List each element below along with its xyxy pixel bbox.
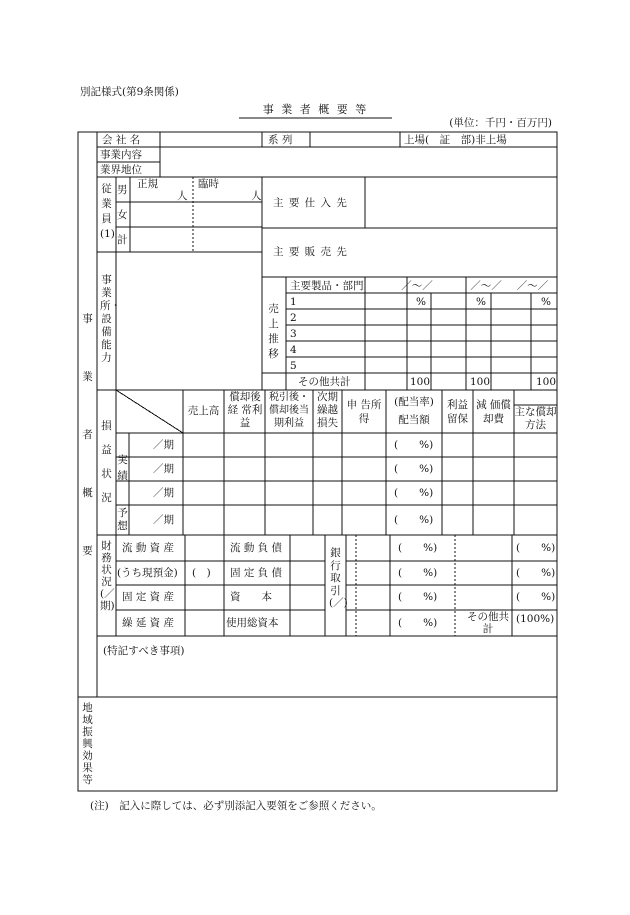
pl-pct-3: ( %) bbox=[394, 487, 434, 499]
col-dividend-rate: (配当率) bbox=[394, 396, 434, 408]
pl-pct-2: ( %) bbox=[394, 463, 434, 475]
fixed-assets-label: 固 定 資 産 bbox=[122, 591, 175, 603]
col-carryover-loss: 次期繰越損失 bbox=[317, 391, 338, 429]
hundred-3: 100 bbox=[535, 376, 556, 388]
current-assets-label: 流 動 資 産 bbox=[122, 542, 175, 554]
capital-label: 資 本 bbox=[230, 591, 272, 603]
sales-row-3: 3 bbox=[290, 328, 297, 340]
sales-row-1: 1 bbox=[290, 296, 297, 308]
col-retained-earnings: 利益留保 bbox=[447, 399, 468, 425]
hundred-2: 100 bbox=[469, 376, 490, 388]
bank-pct-3: ( %) bbox=[398, 591, 438, 603]
person-unit-regular: 人 bbox=[177, 190, 188, 202]
period-3: ／〜／ bbox=[516, 280, 549, 292]
side-label-chiiki: 地域振興効果等 bbox=[82, 702, 93, 786]
bank-pct-1: ( %) bbox=[398, 542, 438, 554]
employees-temporary: 臨時 bbox=[198, 178, 219, 190]
pct-2: % bbox=[476, 296, 486, 308]
bank-pct-right-1: ( %) bbox=[516, 542, 556, 554]
bank-pct-2: ( %) bbox=[398, 567, 438, 579]
col-depreciation: 減 価償却費 bbox=[476, 399, 511, 425]
col-ordinary-profit: 償却後経 常利 益 bbox=[227, 391, 263, 429]
period-2: ／〜／ bbox=[470, 280, 502, 292]
pct-1: % bbox=[416, 296, 426, 308]
person-unit-temporary: 人 bbox=[251, 190, 262, 202]
deferred-assets-label: 繰 延 資 産 bbox=[122, 617, 175, 629]
pl-period-3: ／期 bbox=[153, 487, 174, 499]
employees-female: 女 bbox=[117, 209, 128, 221]
special-notes-label: (特記すべき事項) bbox=[103, 645, 185, 657]
facilities-label: 事業所・設備能力 bbox=[100, 274, 121, 364]
finance-label: 財務状況(／期) bbox=[100, 540, 115, 612]
pl-period-4: ／期 bbox=[153, 514, 174, 526]
bank-pct-4: ( %) bbox=[398, 617, 438, 629]
cash-paren: ( ) bbox=[192, 567, 211, 579]
bank-hundred-pct: (100%) bbox=[516, 613, 555, 625]
other-total-label: その他共計 bbox=[298, 376, 351, 388]
col-dividend-amount: 配当額 bbox=[398, 414, 430, 426]
total-capital-label: 使用総資本 bbox=[226, 617, 279, 629]
sales-trend-label: 売上推移 bbox=[268, 303, 279, 360]
company-name-label: 会 社 名 bbox=[102, 134, 141, 146]
main-supply-label: 主 要 仕 入 先 bbox=[273, 197, 348, 209]
pl-period-2: ／期 bbox=[153, 463, 174, 475]
side-label-jigyosha: 事業者概要 bbox=[82, 313, 93, 557]
bank-other-total: その他共 計 bbox=[467, 611, 509, 635]
col-sales: 売上高 bbox=[187, 405, 220, 417]
sales-row-2: 2 bbox=[290, 312, 297, 324]
col-net-profit: 税引後・償却後当期利益 bbox=[269, 392, 309, 429]
current-liabilities-label: 流 動 負 債 bbox=[230, 542, 283, 554]
employees-male: 男 bbox=[117, 184, 128, 196]
listing-label: 上場( 証 部)非上場 bbox=[404, 134, 507, 146]
fixed-liabilities-label: 固 定 負 債 bbox=[230, 567, 283, 579]
pl-label: 損益状況 bbox=[101, 420, 112, 504]
employees-total: 計 bbox=[117, 234, 128, 246]
pl-period-1: ／期 bbox=[153, 439, 174, 451]
keiretsu-label: 系 列 bbox=[268, 134, 293, 146]
employees-label: 従業員(1) bbox=[100, 183, 115, 240]
industry-label: 業界地位 bbox=[100, 164, 142, 176]
pl-forecast-label: 予想 bbox=[117, 507, 128, 532]
employees-regular: 正規 bbox=[137, 178, 158, 190]
period-1: ／〜／ bbox=[401, 280, 433, 292]
pct-3: % bbox=[541, 296, 551, 308]
pl-pct-1: ( %) bbox=[394, 439, 434, 451]
main-sales-label: 主 要 販 売 先 bbox=[273, 246, 348, 258]
unit-note: (単位：千円・百万円) bbox=[449, 117, 552, 129]
col-declared-income: 申 告所 得 bbox=[346, 399, 382, 425]
footer-note: (注) 記入に際しては、必ず別添記入要領をご参照ください。 bbox=[90, 800, 382, 812]
products-header: 主要製品・部門 bbox=[290, 280, 364, 292]
bank-pct-right-2: ( %) bbox=[516, 567, 556, 579]
sales-row-5: 5 bbox=[290, 360, 297, 372]
page-title: 事 業 者 概 要 等 bbox=[262, 103, 369, 116]
business-label: 事業内容 bbox=[100, 149, 142, 161]
bank-pct-right-3: ( %) bbox=[516, 591, 556, 603]
bank-transactions-label: 銀行取引(／) bbox=[329, 547, 348, 609]
cash-label: (うち現預金) bbox=[117, 567, 178, 579]
form-reference: 別記様式(第9条関係) bbox=[80, 86, 179, 98]
sales-row-4: 4 bbox=[290, 344, 297, 356]
col-depreciation-method: 主な償却方法 bbox=[514, 406, 557, 431]
hundred-1: 100 bbox=[409, 376, 430, 388]
pl-pct-4: ( %) bbox=[394, 514, 434, 526]
pl-actual-label: 実績 bbox=[117, 454, 128, 482]
